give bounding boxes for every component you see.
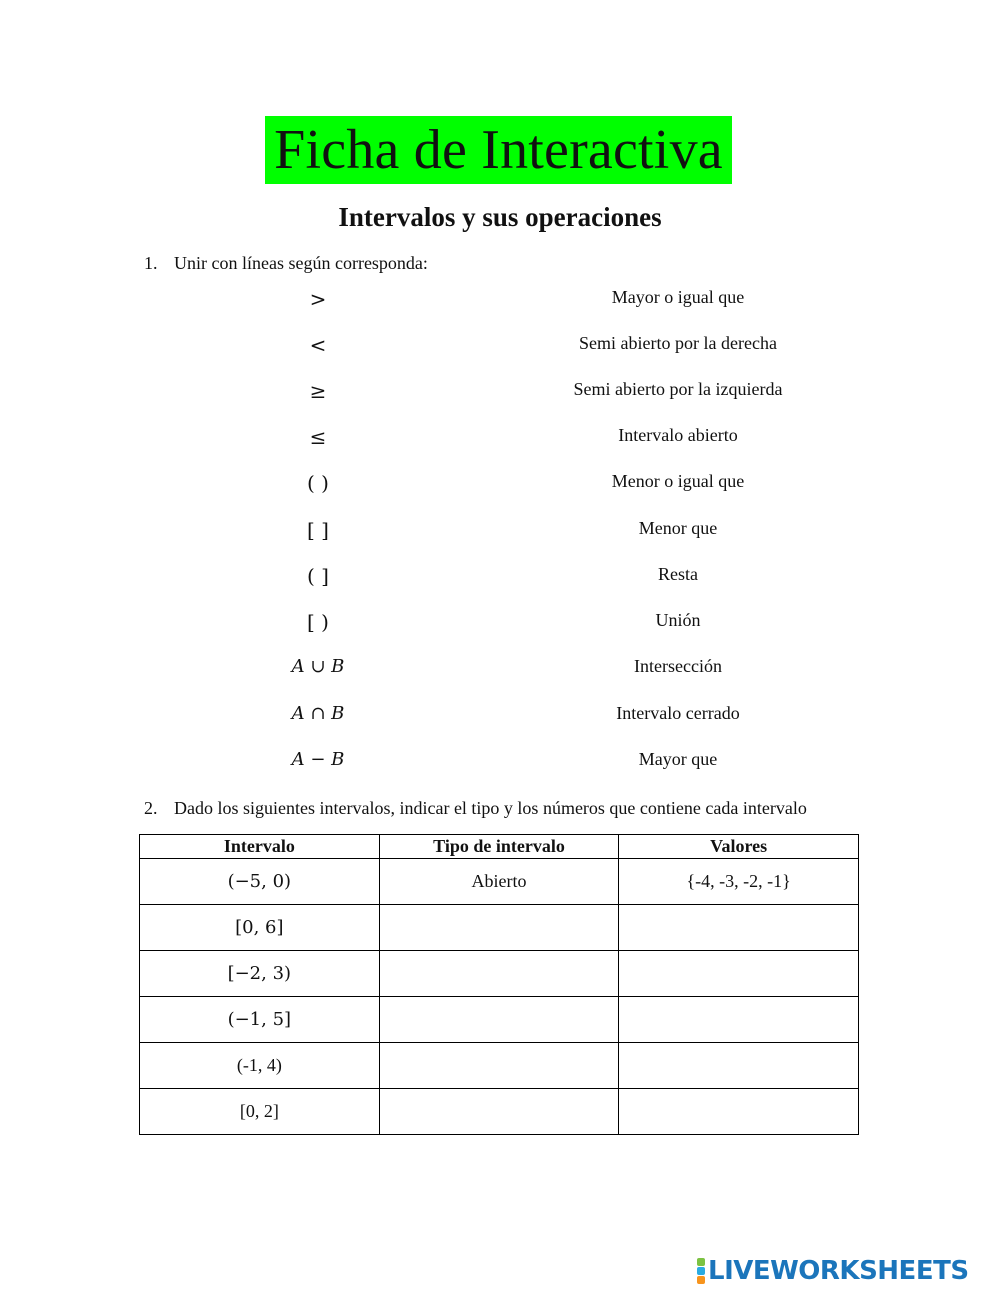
logo-square: [697, 1267, 705, 1275]
question-1: [144, 253, 428, 274]
page-subtitle: Intervalos y sus operaciones: [338, 202, 662, 232]
match-row: [0, 656, 1000, 682]
match-row: [0, 471, 1000, 497]
match-row: [0, 287, 1000, 313]
match-row: [0, 749, 1000, 775]
match-symbol[interactable]: A − B: [291, 749, 345, 770]
match-symbol[interactable]: ( ]: [307, 564, 329, 588]
table-row: [140, 905, 859, 951]
match-description[interactable]: Intervalo cerrado: [616, 703, 740, 723]
match-symbol[interactable]: ( ): [307, 471, 329, 495]
question-1-text: Unir con líneas según corresponda:: [174, 253, 428, 273]
match-description[interactable]: Intersección: [634, 656, 722, 676]
logo-mark-icon: [697, 1258, 705, 1284]
match-row: [0, 333, 1000, 359]
type-cell[interactable]: [379, 997, 619, 1043]
type-cell[interactable]: [379, 1043, 619, 1089]
logo-text: LIVEWORKSHEETS: [708, 1256, 969, 1286]
interval-cell: [0, 6]: [140, 905, 380, 951]
table-row: [140, 859, 859, 905]
table-row: [140, 1043, 859, 1089]
column-header-valores: Valores: [619, 835, 859, 859]
match-row: [0, 564, 1000, 590]
match-description[interactable]: Mayor que: [638, 749, 718, 769]
type-cell[interactable]: [379, 905, 619, 951]
intervals-table: [139, 834, 859, 1135]
match-description[interactable]: Mayor o igual que: [611, 287, 745, 307]
match-symbol[interactable]: ≤: [309, 425, 327, 449]
match-row: [0, 379, 1000, 405]
match-description[interactable]: Semi abierto por la izquierda: [573, 379, 783, 399]
match-symbol[interactable]: <: [309, 333, 327, 357]
table-row: [140, 1089, 859, 1135]
match-symbol[interactable]: >: [309, 287, 327, 311]
values-cell[interactable]: [619, 997, 859, 1043]
column-header-tipo: Tipo de intervalo: [379, 835, 619, 859]
match-symbol[interactable]: A ∩ B: [291, 703, 345, 724]
logo-square: [697, 1276, 705, 1284]
values-cell[interactable]: [619, 951, 859, 997]
table-header-row: [140, 835, 859, 859]
column-header-intervalo: Intervalo: [140, 835, 380, 859]
match-description[interactable]: Menor o igual que: [611, 471, 745, 491]
match-symbol[interactable]: A ∪ B: [291, 656, 345, 677]
values-cell[interactable]: {-4, -3, -2, -1}: [619, 859, 859, 905]
interval-cell: (−5, 0): [140, 859, 380, 905]
type-cell[interactable]: Abierto: [379, 859, 619, 905]
match-description[interactable]: Unión: [655, 610, 701, 630]
match-symbol[interactable]: [ ]: [307, 518, 329, 542]
match-row: [0, 518, 1000, 544]
match-description[interactable]: Menor que: [638, 518, 718, 538]
match-description[interactable]: Intervalo abierto: [618, 425, 738, 445]
title-highlight: [265, 116, 732, 184]
type-cell[interactable]: [379, 951, 619, 997]
question-1-number: 1.: [144, 253, 158, 273]
match-row: [0, 610, 1000, 636]
interval-cell: (-1, 4): [140, 1043, 380, 1089]
match-symbol[interactable]: [ ): [307, 610, 329, 634]
page-title: Ficha de Interactiva: [274, 119, 723, 181]
table-row: [140, 997, 859, 1043]
interval-cell: [−2, 3): [140, 951, 380, 997]
values-cell[interactable]: [619, 1043, 859, 1089]
match-row: [0, 425, 1000, 451]
table-row: [140, 951, 859, 997]
interval-cell: (−1, 5]: [140, 997, 380, 1043]
question-2-number: 2.: [144, 798, 158, 818]
match-description[interactable]: Semi abierto por la derecha: [579, 333, 777, 353]
match-symbol[interactable]: ≥: [309, 379, 327, 403]
interval-cell: [0, 2]: [140, 1089, 380, 1135]
question-2: [144, 798, 807, 819]
match-row: [0, 703, 1000, 729]
liveworksheets-logo: [697, 1256, 969, 1286]
logo-square: [697, 1258, 705, 1266]
type-cell[interactable]: [379, 1089, 619, 1135]
match-description[interactable]: Resta: [658, 564, 698, 584]
values-cell[interactable]: [619, 905, 859, 951]
question-2-text: Dado los siguientes intervalos, indicar el tipo y los números que contiene cada intervalo: [174, 798, 807, 818]
values-cell[interactable]: [619, 1089, 859, 1135]
